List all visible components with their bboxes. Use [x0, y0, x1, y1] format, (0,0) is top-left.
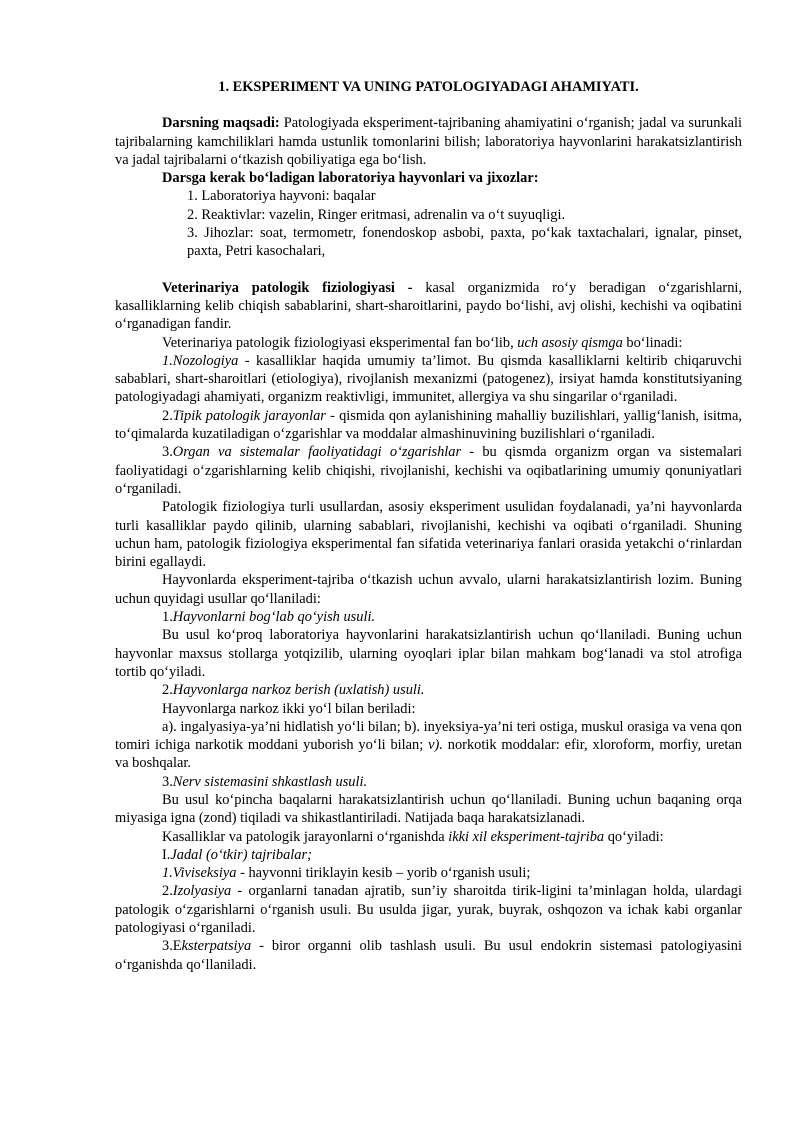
- study-item: 3.Eksterpatsiya - biror organni olib tashlash usuli. Bu usul endokrin sistemasi patologiyasini o‘rganishda qo‘llaniladi.: [115, 938, 742, 973]
- study-item: 2.Izolyasiya - organlarni tanadan ajratib, sun’iy sharoitda tirik-ligini ta’minlagan holda, ulardagi patologik o‘zgarishlarni o‘rganish usuli. Bu usulda jigar, yurak, buyrak, oshqozon va ichak kabi organlar patologiyasi o‘rganiladi.: [115, 883, 742, 937]
- section-heading: I.Jadal (o‘tkir) tajribalar;: [162, 846, 312, 863]
- body-paragraph: Kasalliklar va patologik jarayonlarni o‘rganishda ikki xil eksperiment-tajriba qo‘yiladi:: [162, 828, 664, 845]
- goal-label: Darsning maqsadi:: [162, 115, 280, 132]
- body-paragraph: Patologik fiziologiya turli usullardan, asosiy eksperiment usulidan foydalanadi, ya’ni hayvonlarda turli kasalliklar paydo qilinib, ularning sabablari, rivojlanishi, kechishi va oqibati o‘rganiladi. Shuning uchun ham, patologik fiziologiya eksperimental fan sifatida veterinariya fanlari orasida yetakchi o‘rinlardan birini egallaydi.: [115, 499, 742, 571]
- definition-term: Veterinariya patologik fiziologiyasi -: [162, 279, 413, 296]
- list-item: 3. Jihozlar: soat, termometr, fonendoskop asbobi, paxta, po‘kak taxtachalari, ignalar, pinset, paxta, Petri kasochalari,: [187, 225, 742, 260]
- parts-intro: Veterinariya patologik fiziologiyasi eksperimental fan bo‘lib, uch asosiy qismga bo‘linadi:: [162, 334, 683, 351]
- list-item: 1. Laboratoriya hayvoni: baqalar: [187, 188, 376, 205]
- document-page: [115, 70, 742, 974]
- part-paragraph: 2.Tipik patologik jarayonlar - qismida qon aylanishining mahalliy buzilishlari, yallig‘lanish, isitma, to‘qimalarda kuzatiladigan o‘zgarishlar va moddalar almashinuvining buzilishlari o‘rganiladi.: [115, 407, 742, 443]
- method-heading: 3.Nerv sistemasini shkastlash usuli.: [162, 773, 368, 790]
- method-heading: 2.Hayvonlarga narkoz berish (uxlatish) usuli.: [162, 682, 425, 699]
- needs-heading: Darsga kerak bo‘ladigan laboratoriya hayvonlari va jixozlar:: [162, 170, 539, 187]
- study-item: 1.Viviseksiya - hayvonni tiriklayin kesib – yorib o‘rganish usuli;: [162, 865, 531, 882]
- body-paragraph: Bu usul ko‘pincha baqalarni harakatsizlantirish uchun qo‘llaniladi. Buning uchun baqaning orqa miyasiga igna (zond) tiqiladi va shikastlantiriladi. Natijada baqa harakatsizlanadi.: [115, 791, 742, 827]
- page-title: 1. EKSPERIMENT VA UNING PATOLOGIYADAGI AHAMIYATI.: [218, 79, 639, 95]
- method-heading: 1.Hayvonlarni bog‘lab qo‘yish usuli.: [162, 609, 376, 626]
- goal-text: Patologiyada eksperiment-tajribaning ahamiyatini o‘rganish; jadal va surunkali tajribalarning kamchiliklari hamda ustunlik tomonlarini bilish; laboratoriya hayvonlarini harakatsizlantirish va jadal tajribalarni o‘tkazish qobiliyatiga ega bo‘lish.: [115, 115, 742, 168]
- body-paragraph: Hayvonlarda eksperiment-tajriba o‘tkazish uchun avvalo, ularni harakatsizlantirish lozim. Buning uchun quyidagi usullar qo‘llaniladi:: [115, 572, 742, 607]
- part-paragraph: 1.Nozologiya - kasalliklar haqida umumiy ta’limot. Bu qismda kasalliklarni keltirib chiqaruvchi sabablari, shart-sharoitlari (etiologiya), rivojlanish mexanizmi (patogenez), irsiyat hamda konstitutsiyaning patologiyadagi ahamiyati, organizm reaktivligi, immunitet, allergiya va shu singarilar o‘rganiladi.: [115, 352, 742, 406]
- body-paragraph: Bu usul ko‘proq laboratoriya hayvonlarini harakatsizlantirish uchun qo‘llaniladi. Buning uchun hayvonlar maxsus stollarga yotqizilib, ularning oyoqlari iplar bilan mahkam bog‘lanadi va stol atrofiga tortib qo‘yiladi.: [115, 627, 742, 680]
- body-paragraph: a). ingalyasiya-ya’ni hidlatish yo‘li bilan; b). inyeksiya-ya’ni teri ostiga, muskul orasiga va vena qon tomiri ichiga narkotik moddani yuborish yo‘li bilan; v). norkotik moddalar: efir, xloroform, morfiy, uretan va boshqalar.: [115, 718, 742, 772]
- needs-list: [187, 187, 742, 260]
- definition-paragraph: Veterinariya patologik fiziologiyasi - kasal organizmida ro‘y beradigan o‘zgarishlarni, kasalliklarning kelib chiqish sabablarini, shart-sharoitlarini, paydo bo‘lishi, avj olishi, kechishi va oqibatini o‘rganadigan fandir.: [115, 279, 742, 333]
- lesson-goal: [115, 114, 742, 169]
- part-paragraph: 3.Organ va sistemalar faoliyatidagi o‘zgarishlar - bu qismda organizm organ va sistemalari faoliyatidagi o‘zgarishlarning kelib chiqishi, rivojlanishi, kechishi va oqibatlarining umumiy qonuniyatlari o‘rganiladi.: [115, 444, 742, 497]
- body-paragraph: Hayvonlarga narkoz ikki yo‘l bilan beriladi:: [162, 700, 416, 717]
- list-item: 2. Reaktivlar: vazelin, Ringer eritmasi, adrenalin va o‘t suyuqligi.: [187, 206, 566, 223]
